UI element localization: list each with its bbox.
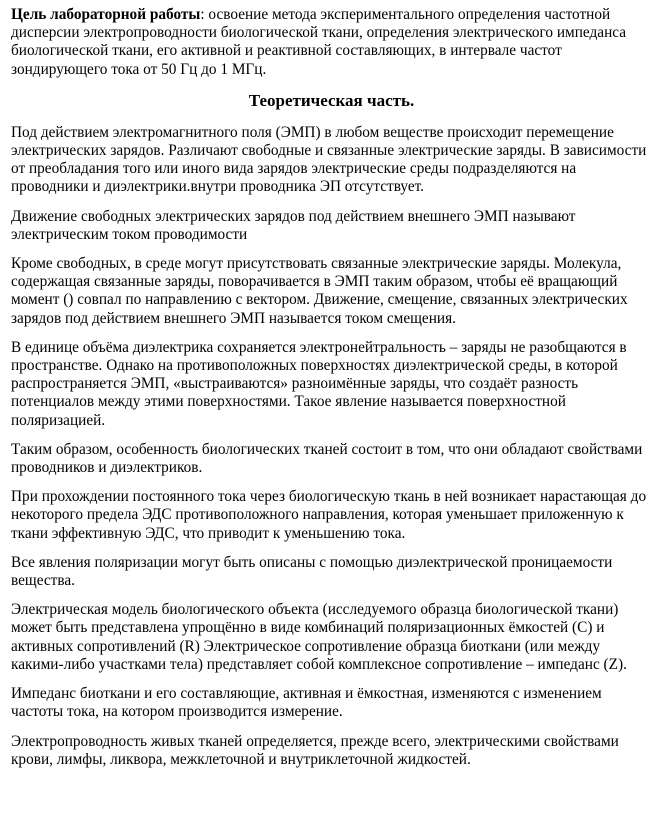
paragraph-conduction-current: Движение свободных электрических зарядов под действием внешнего ЭМП называют электрическим током проводимости	[11, 207, 576, 243]
paragraph-tissue-properties: Таким образом, особенность биологических тканей состоит в том, что они обладают свойствами проводников и диэлектриков.	[11, 440, 643, 477]
paragraph-permittivity: Все явления поляризации могут быть описаны с помощью диэлектрической проницаемости вещества.	[11, 553, 613, 590]
paragraph-displacement-current: Кроме свободных, в среде могут присутствовать связанные электрические заряды. Молекула, содержащая связанные заряды, поворачивается в ЭМП таким образом, чтобы её вращающий момент () совпал по направлению с вектором. Движение, смещение, связанных электрических зарядов под действием внешнего ЭМП называется током смещения.	[11, 255, 628, 327]
paragraph-impedance-frequency: Импеданс биоткани и его составляющие, активная и ёмкостная, изменяются с изменением частоты тока, на котором производится измерение.	[11, 685, 602, 721]
paragraph-surface-polarization: В единице объёма диэлектрика сохраняется электронейтральность – заряды не разобщаются в пространстве. Однако на противоположных поверхностях диэлектрической среды, в которой распространяется ЭМП, «выстраиваются» разноимённые заряды, что создаёт разность потенциалов между этими поверхностями. Такое явление называется поверхностной поляризацией.	[11, 338, 627, 429]
paragraph-emf-charges: Под действием электромагнитного поля (ЭМП) в любом веществе происходит перемещение электрических зарядов. Различают свободные и связанные электрические заряды. В зависимости от преобладания того или иного вида зарядов электрические среды подразделяются на проводники и диэлектрики.внутри проводника ЭП отсутствует.	[11, 123, 647, 196]
paragraph-direct-current: При прохождении постоянного тока через биологическую ткань в ней возникает нарастающая до некоторого предела ЭДС противоположного направления, которая уменьшает приложенную к ткани эффективную ЭДС, что приводит к уменьшению тока.	[11, 488, 647, 542]
lab-goal-paragraph	[11, 6, 652, 79]
paragraph-electrical-model: Электрическая модель биологического объекта (исследуемого образца биологической ткани) может быть представлена упрощённо в виде комбинаций поляризационных ёмкостей (C) и активных сопротивлений (R) Электрическое сопротивление образца биоткани (или между какими-либо участками тела) представляет собой комплексное сопротивление – импеданс (Z).	[11, 601, 627, 673]
paragraph-tissue-conductivity: Электропроводность живых тканей определяется, прежде всего, электрическими свойствами крови, лимфы, ликвора, межклеточной и внутриклеточной жидкостей.	[11, 732, 619, 768]
section-heading: Теоретическая часть.	[248, 90, 415, 110]
lab-goal-label: Цель лабораторной работы	[11, 6, 201, 23]
lab-goal-text: : освоение метода экспериментального определения частотной дисперсии электропроводности биологической ткани, определения электрического импеданса биологической ткани, его активной и реактивной составляющих, в интервале частот зондирующего тока от 50 Гц до 1 МГц.	[11, 6, 627, 78]
